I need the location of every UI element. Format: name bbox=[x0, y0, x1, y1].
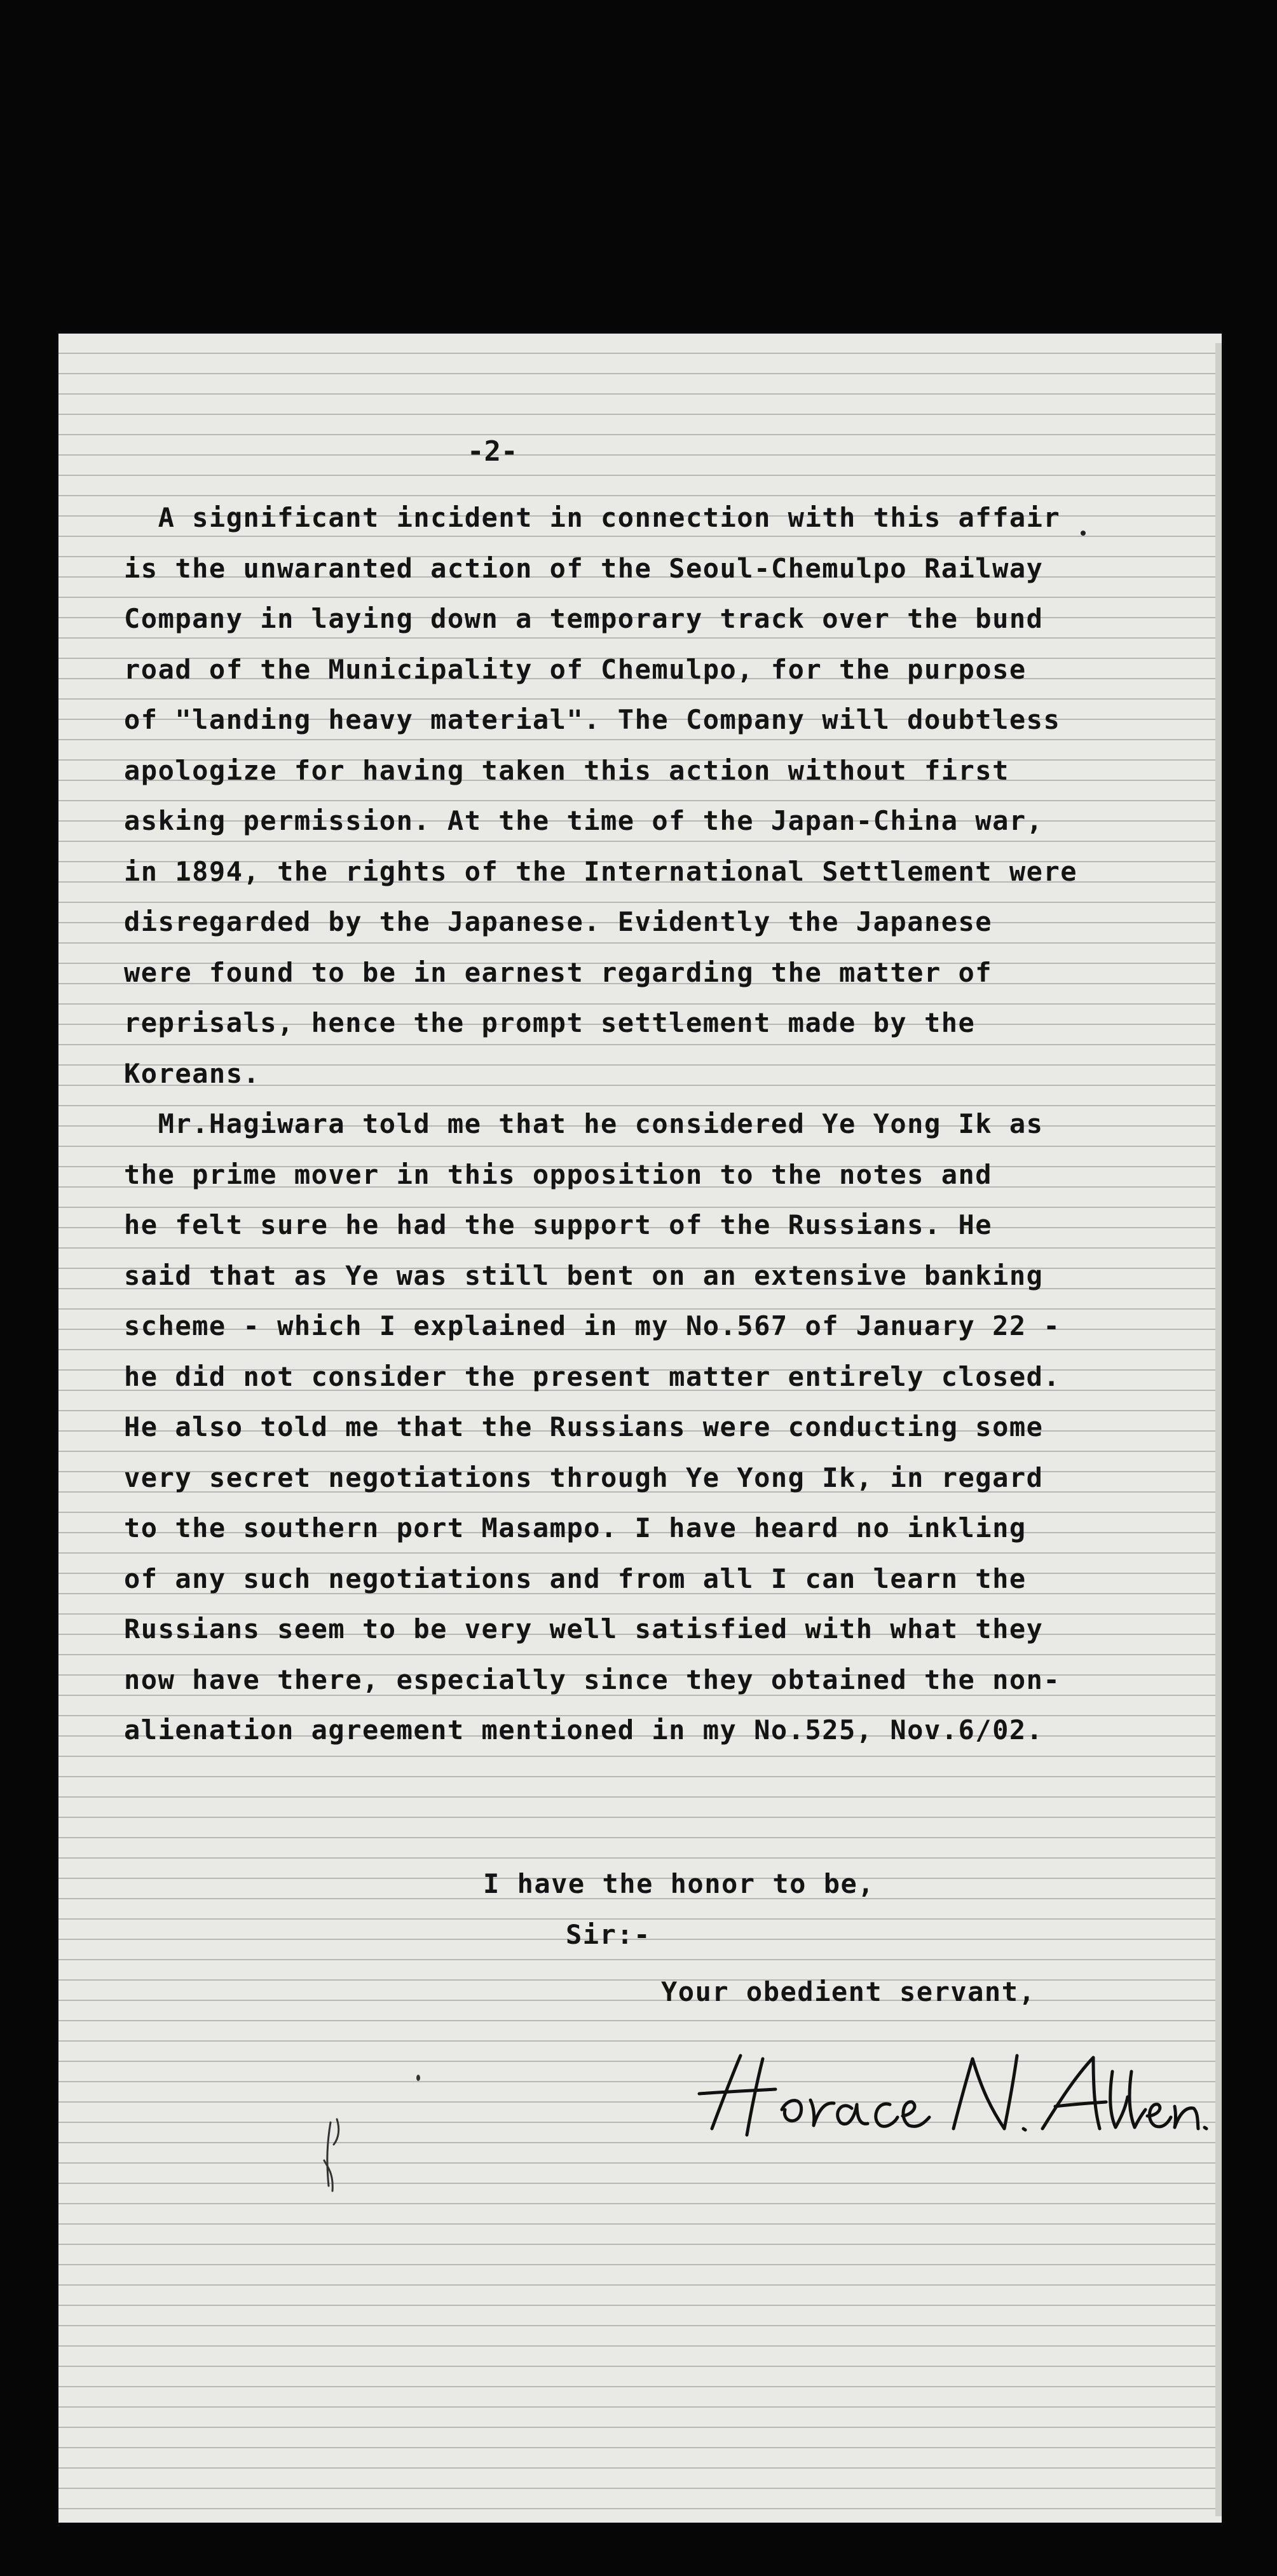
body-line: he felt sure he had the support of the Russians. He bbox=[124, 1209, 993, 1240]
body-line: apologize for having taken this action without first bbox=[124, 754, 1009, 786]
body-line: were found to be in earnest regarding the matter of bbox=[124, 956, 993, 988]
body-line: of "landing heavy material". The Company will doubtless bbox=[124, 704, 1061, 735]
body-line: A significant incident in connection with this affair bbox=[124, 502, 1061, 533]
body-line: now have there, especially since they obtained the non- bbox=[124, 1664, 1061, 1695]
body-line: Company in laying down a temporary track over the bund bbox=[124, 603, 1044, 634]
body-line: reprisals, hence the prompt settlement made by the bbox=[124, 1007, 976, 1038]
body-line: the prime mover in this opposition to the notes and bbox=[124, 1158, 993, 1190]
body-line: asking permission. At the time of the Japan-China war, bbox=[124, 805, 1044, 836]
pencil-mark bbox=[315, 2116, 353, 2199]
letter-body bbox=[124, 492, 1179, 1756]
body-line: to the southern port Masampo. I have heard no inkling bbox=[124, 1512, 1027, 1543]
page-edge bbox=[1215, 343, 1222, 2516]
body-line: Mr.Hagiwara told me that he considered Ye Yong Ik as bbox=[124, 1108, 1044, 1139]
body-line: of any such negotiations and from all I can learn the bbox=[124, 1563, 1027, 1594]
body-line: in 1894, the rights of the International Settlement were bbox=[124, 855, 1078, 887]
body-line: said that as Ye was still bent on an extensive banking bbox=[124, 1259, 1044, 1291]
salutation: Sir:- bbox=[566, 1919, 651, 1950]
body-line: alienation agreement mentioned in my No.525, Nov.6/02. bbox=[124, 1714, 1044, 1746]
body-line: disregarded by the Japanese. Evidently the Japanese bbox=[124, 906, 993, 937]
body-line: He also told me that the Russians were conducting some bbox=[124, 1411, 1044, 1442]
body-line: Koreans. bbox=[124, 1057, 261, 1089]
body-line: scheme - which I explained in my No.567 of January 22 - bbox=[124, 1310, 1061, 1341]
handwritten-signature bbox=[693, 2033, 1214, 2160]
body-line: road of the Municipality of Chemulpo, for the purpose bbox=[124, 653, 1027, 685]
body-line: is the unwaranted action of the Seoul-Chemulpo Railway bbox=[124, 552, 1044, 584]
page-number: -2- bbox=[467, 435, 518, 468]
body-line: Russians seem to be very well satisfied with what they bbox=[124, 1613, 1044, 1644]
body-line: he did not consider the present matter entirely closed. bbox=[124, 1360, 1061, 1392]
body-line: very secret negotiations through Ye Yong Ik, in regard bbox=[124, 1461, 1044, 1493]
ink-speck bbox=[416, 2075, 420, 2081]
closing-servant: Your obedient servant, bbox=[661, 1976, 1036, 2007]
closing-honor: I have the honor to be, bbox=[483, 1868, 875, 1899]
